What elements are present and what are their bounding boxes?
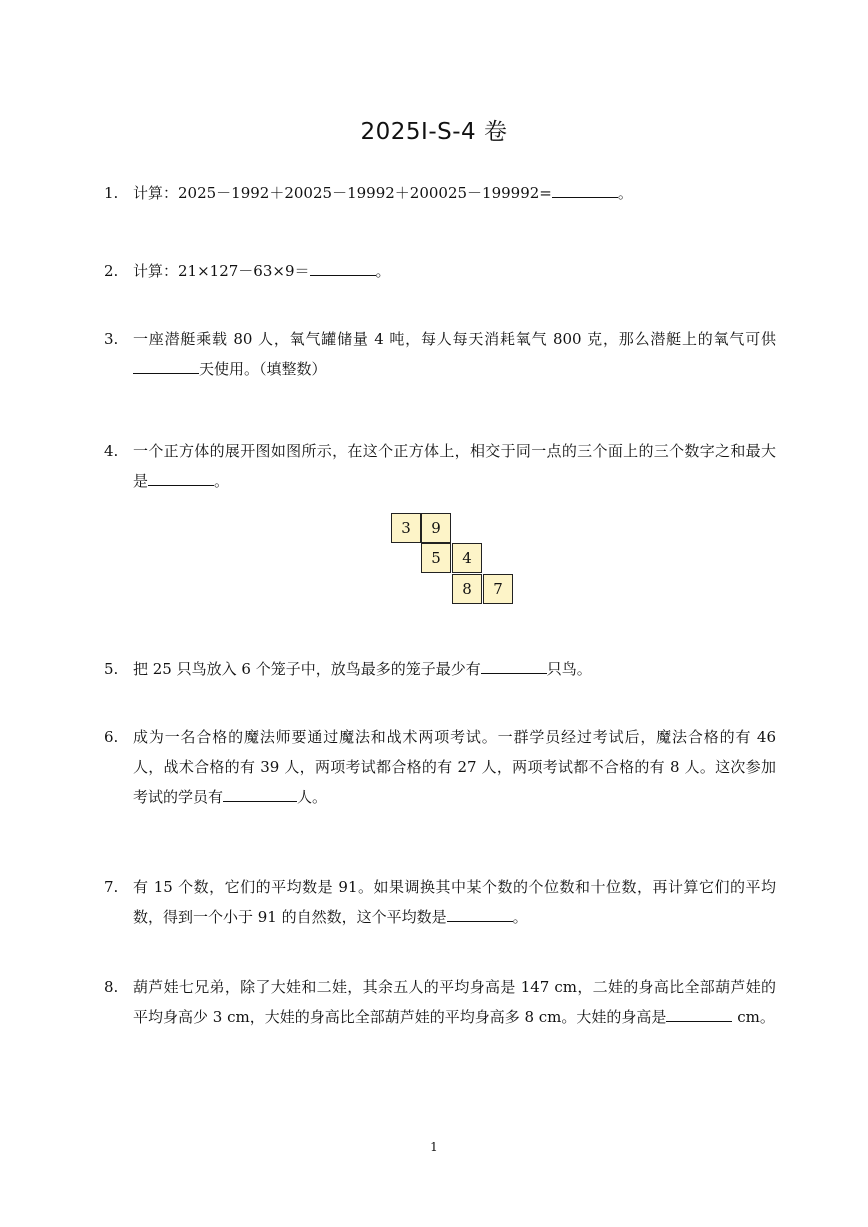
answer-blank <box>481 659 547 674</box>
cube-face: 7 <box>483 574 513 604</box>
question-text: 一座潜艇乘载 80 人，氧气罐储量 4 吨，每人每天消耗氧气 800 克，那么潜艇上的氧气可供天使用。（填整数） <box>133 330 776 378</box>
question-5 <box>104 654 776 684</box>
answer-blank <box>223 787 297 802</box>
answer-blank <box>552 183 618 198</box>
answer-blank <box>148 471 214 486</box>
question-1 <box>104 178 776 208</box>
cube-net-figure <box>391 513 515 605</box>
question-2 <box>104 256 776 286</box>
cube-face: 9 <box>421 513 451 543</box>
question-4 <box>104 436 776 496</box>
cube-face: 3 <box>391 513 421 543</box>
question-text: 成为一名合格的魔法师要通过魔法和战术两项考试。一群学员经过考试后，魔法合格的有 46 人，战术合格的有 39 人，两项考试都合格的有 27 人，两项考试都不合格的有 8 人。这次参加考试的学员有 人。 <box>133 728 776 806</box>
question-text: 一个正方体的展开图如图所示，在这个正方体上，相交于同一点的三个面上的三个数字之和最大是 。 <box>133 442 776 490</box>
question-number: 5. <box>104 660 119 678</box>
question-number: 4. <box>104 442 119 460</box>
page-title: 2025I-S-4 卷 <box>360 119 508 145</box>
question-number: 6. <box>104 728 119 746</box>
page-number: 1 <box>430 1140 438 1154</box>
answer-blank <box>133 359 199 374</box>
question-8 <box>104 972 776 1032</box>
cube-face: 5 <box>421 543 451 573</box>
question-3 <box>104 324 776 384</box>
answer-blank <box>447 907 513 922</box>
question-text: 把 25 只鸟放入 6 个笼子中，放鸟最多的笼子最少有 只鸟。 <box>133 660 592 678</box>
question-number: 1. <box>104 184 119 202</box>
question-number: 3. <box>104 330 119 348</box>
cube-face: 8 <box>452 574 482 604</box>
question-number: 2. <box>104 262 119 280</box>
question-7 <box>104 872 776 932</box>
question-text: 葫芦娃七兄弟，除了大娃和二娃，其余五人的平均身高是 147 cm，二娃的身高比全部葫芦娃的平均身高少 3 cm，大娃的身高比全部葫芦娃的平均身高多 8 cm。大娃的身高是 cm。 <box>133 978 776 1026</box>
question-number: 8. <box>104 978 119 996</box>
question-6 <box>104 722 776 812</box>
question-text: 计算：2025－1992＋20025－19992＋200025－199992= 。 <box>133 184 633 202</box>
cube-face: 4 <box>452 543 482 573</box>
question-text: 计算：21×127－63×9＝ 。 <box>133 262 391 280</box>
answer-blank <box>666 1007 732 1022</box>
question-number: 7. <box>104 878 119 896</box>
answer-blank <box>310 261 376 276</box>
question-text: 有 15 个数，它们的平均数是 91。如果调换其中某个数的个位数和十位数，再计算它们的平均数，得到一个小于 91 的自然数，这个平均数是 。 <box>133 878 776 926</box>
